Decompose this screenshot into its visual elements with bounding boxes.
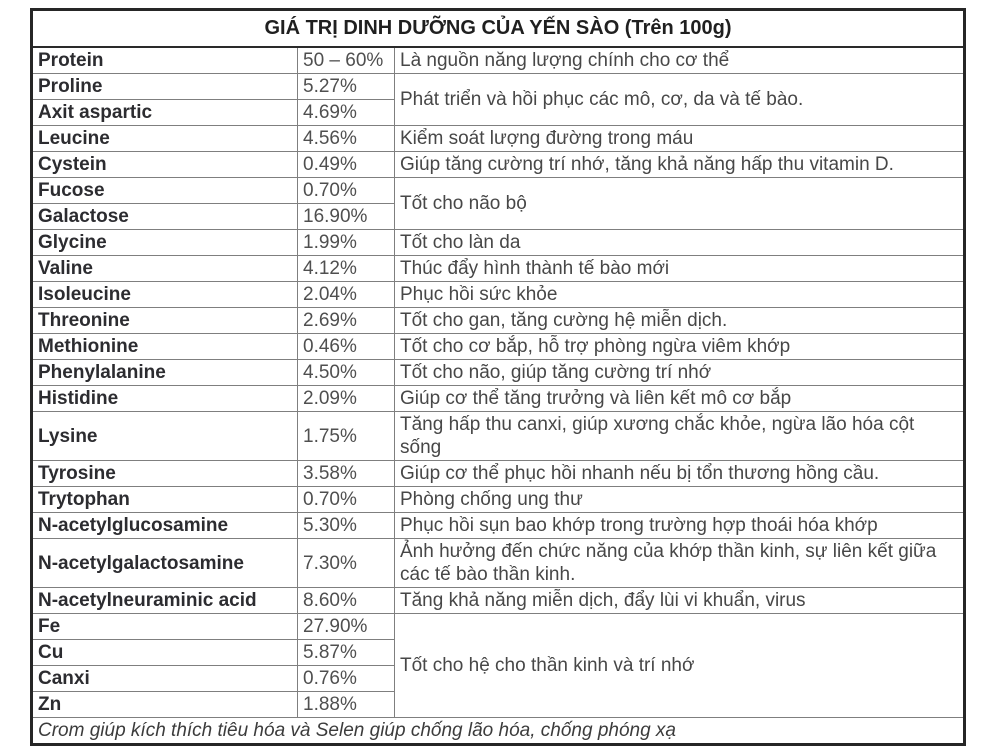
footer-row: [32, 718, 965, 745]
nutrient-desc: Tốt cho cơ bắp, hỗ trợ phòng ngừa viêm khớp: [395, 334, 965, 360]
table-footer-note: Crom giúp kích thích tiêu hóa và Selen giúp chống lão hóa, chống phóng xạ: [32, 718, 965, 745]
table-row: [32, 308, 965, 334]
nutrient-name: N-acetylglucosamine: [32, 513, 298, 539]
nutrient-name: Glycine: [32, 230, 298, 256]
nutrient-desc: Là nguồn năng lượng chính cho cơ thể: [395, 47, 965, 74]
nutrient-desc: Kiểm soát lượng đường trong máu: [395, 126, 965, 152]
nutrient-name: Leucine: [32, 126, 298, 152]
nutrient-value: 0.70%: [298, 487, 395, 513]
nutrient-desc: Ảnh hưởng đến chức năng của khớp thần kinh, sự liên kết giữa các tế bào thần kinh.: [395, 539, 965, 588]
nutrient-name: Fucose: [32, 178, 298, 204]
nutrient-desc: Tốt cho não bộ: [395, 178, 965, 230]
nutrient-name: Trytophan: [32, 487, 298, 513]
nutrient-value: 7.30%: [298, 539, 395, 588]
table-row: [32, 256, 965, 282]
nutrient-name: Tyrosine: [32, 461, 298, 487]
nutrient-value: 2.09%: [298, 386, 395, 412]
nutrient-name: Phenylalanine: [32, 360, 298, 386]
nutrient-value: 50 – 60%: [298, 47, 395, 74]
table-title: GIÁ TRỊ DINH DƯỠNG CỦA YẾN SÀO (Trên 100g): [32, 10, 965, 48]
nutrient-desc: Tốt cho hệ cho thần kinh và trí nhớ: [395, 614, 965, 718]
nutrient-name: Methionine: [32, 334, 298, 360]
table-row: [32, 539, 965, 588]
nutrient-name: Fe: [32, 614, 298, 640]
nutrient-desc: Giúp cơ thể tăng trưởng và liên kết mô cơ bắp: [395, 386, 965, 412]
table-row: [32, 74, 965, 100]
nutrient-desc: Phục hồi sụn bao khớp trong trường hợp thoái hóa khớp: [395, 513, 965, 539]
nutrient-value: 8.60%: [298, 588, 395, 614]
nutrient-value: 0.76%: [298, 666, 395, 692]
nutrient-value: 0.49%: [298, 152, 395, 178]
nutrient-value: 4.12%: [298, 256, 395, 282]
table-row: [32, 334, 965, 360]
nutrient-value: 5.27%: [298, 74, 395, 100]
nutrient-name: Isoleucine: [32, 282, 298, 308]
nutrient-value: 1.75%: [298, 412, 395, 461]
nutrient-desc: Phát triển và hồi phục các mô, cơ, da và tế bào.: [395, 74, 965, 126]
nutrient-name: N-acetylgalactosamine: [32, 539, 298, 588]
nutrient-name: Proline: [32, 74, 298, 100]
nutrient-value: 1.99%: [298, 230, 395, 256]
table-row: [32, 386, 965, 412]
table-row: [32, 513, 965, 539]
nutrient-desc: Tăng khả năng miễn dịch, đẩy lùi vi khuẩn, virus: [395, 588, 965, 614]
nutrient-desc: Tốt cho làn da: [395, 230, 965, 256]
table-row: [32, 360, 965, 386]
nutrient-desc: Phục hồi sức khỏe: [395, 282, 965, 308]
nutrient-value: 5.87%: [298, 640, 395, 666]
table-row: [32, 126, 965, 152]
title-row: [32, 10, 965, 48]
nutrient-desc: Giúp tăng cường trí nhớ, tăng khả năng hấp thu vitamin D.: [395, 152, 965, 178]
nutrient-desc: Phòng chống ung thư: [395, 487, 965, 513]
nutrient-value: 0.70%: [298, 178, 395, 204]
nutrient-value: 5.30%: [298, 513, 395, 539]
nutrient-name: Axit aspartic: [32, 100, 298, 126]
nutrient-name: Zn: [32, 692, 298, 718]
nutrient-name: Protein: [32, 47, 298, 74]
table-row: [32, 47, 965, 74]
nutrient-name: Cu: [32, 640, 298, 666]
nutrient-value: 2.69%: [298, 308, 395, 334]
table-row: [32, 588, 965, 614]
table-row: [32, 412, 965, 461]
nutrient-value: 4.69%: [298, 100, 395, 126]
nutrient-name: Valine: [32, 256, 298, 282]
table-row: [32, 178, 965, 204]
table-row: [32, 152, 965, 178]
nutrient-value: 2.04%: [298, 282, 395, 308]
nutrient-name: Lysine: [32, 412, 298, 461]
nutrient-desc: Giúp cơ thể phục hồi nhanh nếu bị tổn thương hồng cầu.: [395, 461, 965, 487]
nutrient-value: 0.46%: [298, 334, 395, 360]
nutrient-value: 16.90%: [298, 204, 395, 230]
nutrient-name: N-acetylneuraminic acid: [32, 588, 298, 614]
nutrient-value: 4.56%: [298, 126, 395, 152]
nutrient-value: 1.88%: [298, 692, 395, 718]
nutrient-desc: Tăng hấp thu canxi, giúp xương chắc khỏe, ngừa lão hóa cột sống: [395, 412, 965, 461]
nutrient-value: 27.90%: [298, 614, 395, 640]
nutrition-table-container: [30, 8, 966, 746]
nutrient-value: 3.58%: [298, 461, 395, 487]
nutrient-name: Histidine: [32, 386, 298, 412]
nutrient-name: Canxi: [32, 666, 298, 692]
nutrient-desc: Thúc đẩy hình thành tế bào mới: [395, 256, 965, 282]
nutrient-desc: Tốt cho gan, tăng cường hệ miễn dịch.: [395, 308, 965, 334]
table-row: [32, 282, 965, 308]
table-row: [32, 230, 965, 256]
table-row: [32, 614, 965, 640]
nutrient-value: 4.50%: [298, 360, 395, 386]
table-row: [32, 461, 965, 487]
nutrient-name: Cystein: [32, 152, 298, 178]
nutrition-table: [30, 8, 966, 746]
nutrient-desc: Tốt cho não, giúp tăng cường trí nhớ: [395, 360, 965, 386]
nutrient-name: Galactose: [32, 204, 298, 230]
nutrient-name: Threonine: [32, 308, 298, 334]
table-row: [32, 487, 965, 513]
